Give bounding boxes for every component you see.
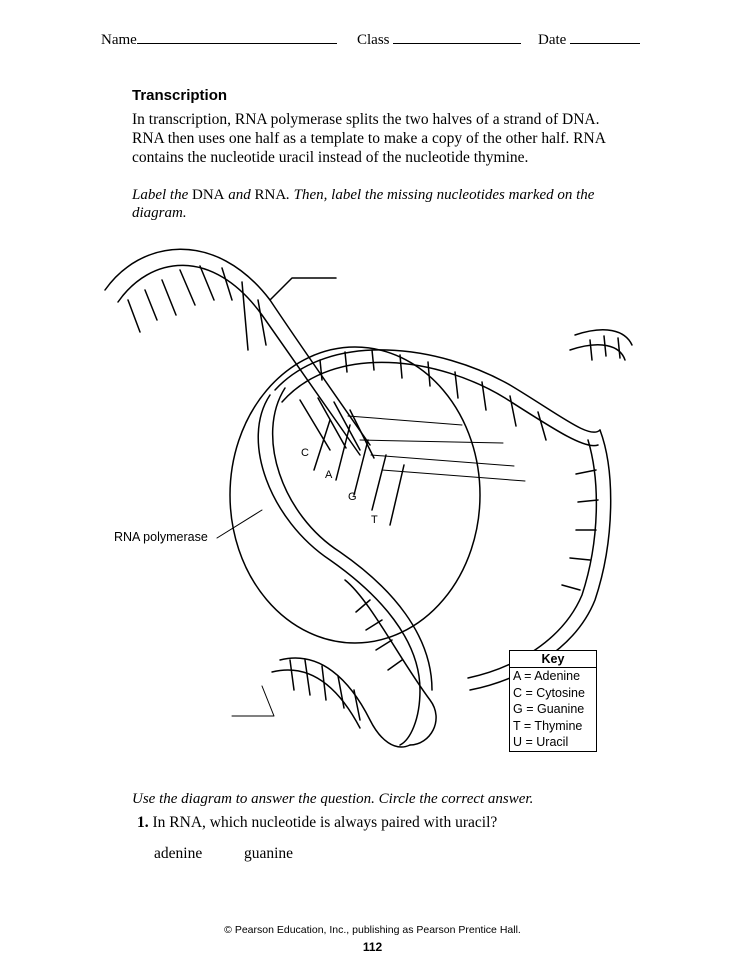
question-number: 1. — [137, 814, 149, 831]
page-number: 112 — [362, 940, 383, 954]
question-instruction: Use the diagram to answer the question. Circle the correct answer. — [132, 791, 534, 807]
section-instruction: Label the DNA and RNA. Then, label the missing nucleotides marked on the diagram. — [132, 187, 595, 221]
section-title: Transcription — [132, 87, 228, 104]
base-t: T — [371, 514, 378, 526]
key-entry: G = Guanine — [513, 702, 585, 716]
answer-option-adenine[interactable]: adenine — [154, 845, 203, 862]
base-a: A — [325, 469, 333, 481]
section-paragraph: In transcription, RNA polymerase splits the two halves of a strand of DNA. RNA then uses one half as a template to make a copy of the other half. RNA contains the nucleotide uracil instead of the nucleotide thymine. — [132, 111, 606, 166]
key-title: Key — [510, 651, 596, 668]
answer-option-guanine[interactable]: guanine — [244, 845, 294, 862]
date-label: Date — [538, 32, 567, 48]
class-label: Class — [357, 32, 390, 48]
question-text: In RNA, which nucleotide is always paired with uracil? — [152, 814, 498, 831]
rna-label-line-lower — [232, 686, 274, 716]
base-c: C — [301, 447, 309, 459]
dna-label-line-upper — [270, 278, 336, 300]
key-box — [509, 650, 597, 752]
base-g: G — [348, 491, 357, 503]
key-entry: A = Adenine — [513, 669, 581, 683]
question-1 — [137, 814, 497, 832]
name-label: Name — [101, 32, 137, 48]
footer-copyright: © Pearson Education, Inc., publishing as Pearson Prentice Hall. — [224, 924, 521, 936]
rna-polymerase-label: RNA polymerase — [114, 530, 208, 544]
key-entry: T = Thymine — [513, 718, 583, 733]
key-entry: C = Cytosine — [513, 685, 585, 700]
key-entry: U = Uracil — [513, 735, 569, 749]
